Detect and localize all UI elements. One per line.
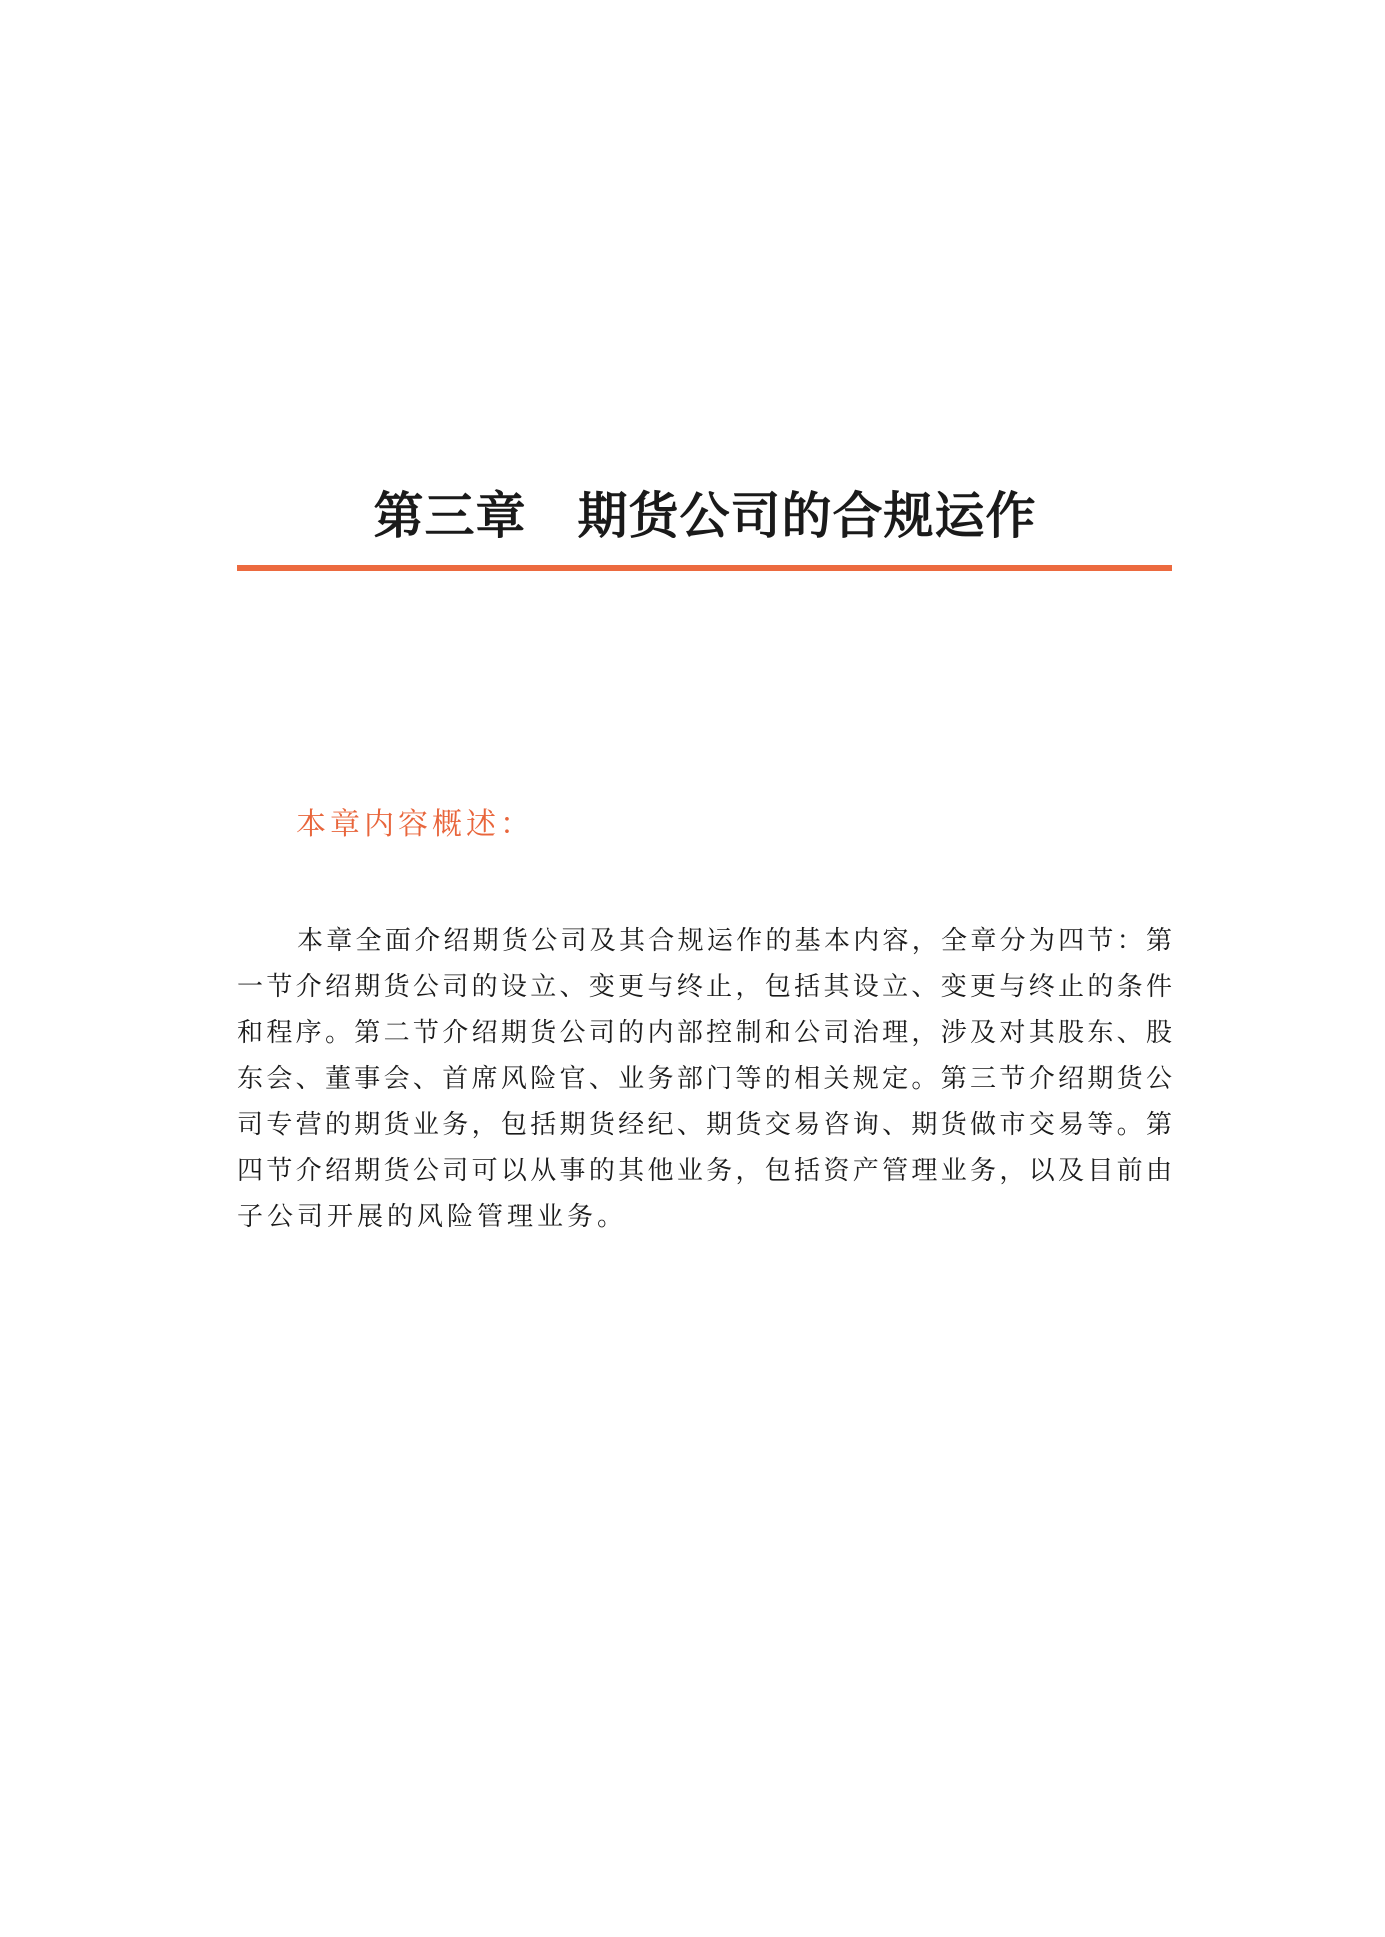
paragraph-line: 和程序。第二节介绍期货公司的内部控制和公司治理，涉及对其股东、股 (237, 1018, 1172, 1048)
title-underline (237, 565, 1172, 571)
summary-heading: 本章内容概述： (296, 807, 534, 842)
paragraph-line: 东会、董事会、首席风险官、业务部门等的相关规定。第三节介绍期货公 (237, 1064, 1172, 1094)
paragraph-line: 司专营的期货业务，包括期货经纪、期货交易咨询、期货做市交易等。第 (237, 1110, 1172, 1140)
paragraph-line: 子公司开展的风险管理业务。 (237, 1202, 628, 1232)
paragraph-line: 四节介绍期货公司可以从事的其他业务，包括资产管理业务，以及目前由 (237, 1156, 1172, 1186)
paragraph-line: 一节介绍期货公司的设立、变更与终止，包括其设立、变更与终止的条件 (237, 972, 1172, 1002)
chapter-title: 第三章 期货公司的合规运作 (373, 486, 1037, 545)
paragraph-line: 本章全面介绍期货公司及其合规运作的基本内容，全章分为四节：第 (297, 926, 1172, 956)
summary-paragraph (237, 918, 1172, 1240)
